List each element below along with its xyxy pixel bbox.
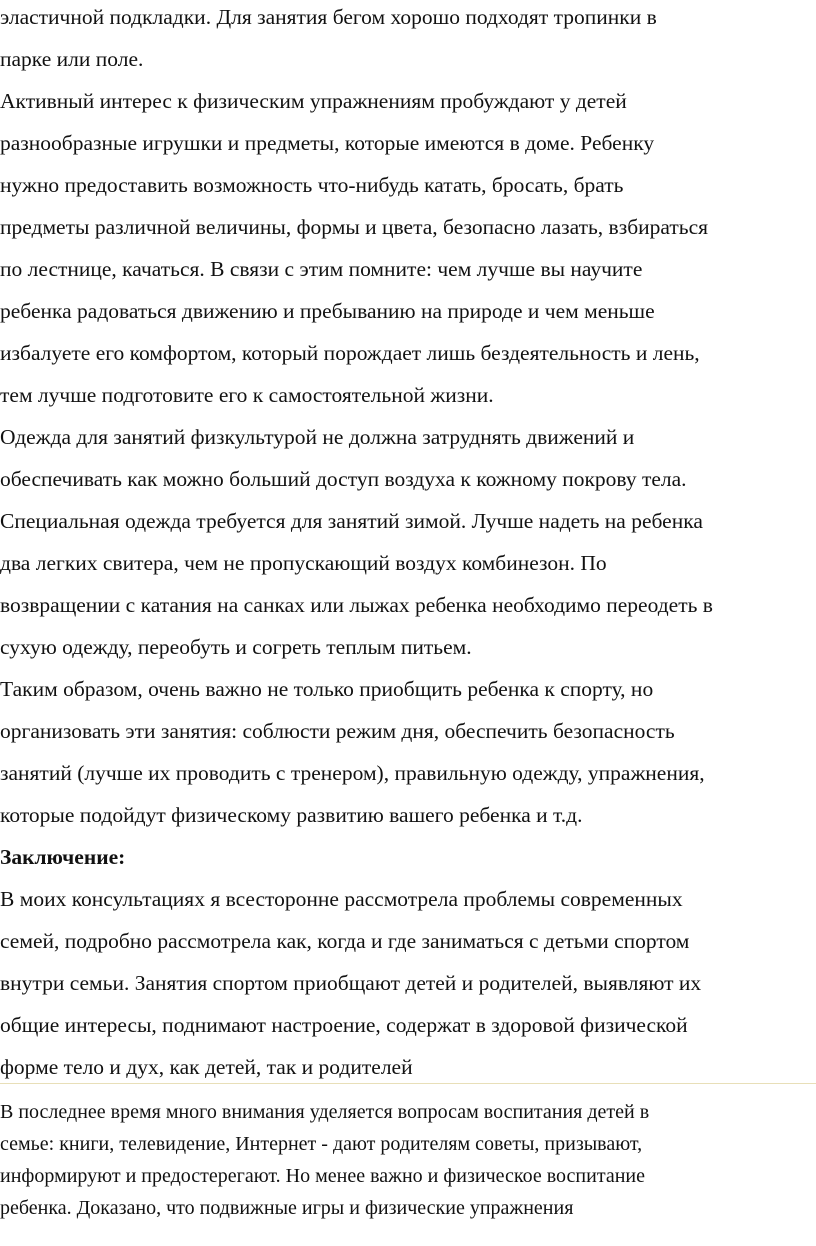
text-line: разнообразные игрушки и предметы, которые имеются в доме. Ребенку bbox=[0, 131, 655, 155]
text-line: тем лучше подготовите его к самостоятельной жизни. bbox=[0, 383, 494, 407]
text-line: предметы различной величины, формы и цвета, безопасно лазать, взбираться bbox=[0, 215, 709, 239]
text-line: занятий (лучше их проводить с тренером), правильную одежду, упражнения, bbox=[0, 761, 705, 785]
text-line: Активный интерес к физическим упражнениям пробуждают у детей bbox=[0, 89, 627, 113]
text-line: ребенка радоваться движению и пребыванию на природе и чем меньше bbox=[0, 299, 655, 323]
text-line: обеспечивать как можно больший доступ воздуха к кожному покрову тела. bbox=[0, 467, 687, 491]
text-line: два легких свитера, чем не пропускающий воздух комбинезон. По bbox=[0, 551, 607, 575]
text-line: ребенка. Доказано, что подвижные игры и физические упражнения bbox=[0, 1197, 574, 1219]
text-line: возвращении с катания на санках или лыжах ребенка необходимо переодеть в bbox=[0, 593, 713, 617]
text-line: сухую одежду, переобуть и согреть теплым питьем. bbox=[0, 635, 472, 659]
text-line: по лестнице, качаться. В связи с этим помните: чем лучше вы научите bbox=[0, 257, 643, 281]
text-line: нужно предоставить возможность что-нибудь катать, бросать, брать bbox=[0, 173, 624, 197]
text-line: парке или поле. bbox=[0, 47, 144, 71]
text-line: Таким образом, очень важно не только приобщить ребенка к спорту, но bbox=[0, 677, 654, 701]
text-line: семье: книги, телевидение, Интернет - дают родителям советы, призывают, bbox=[0, 1133, 643, 1155]
text-line: семей, подробно рассмотрела как, когда и где заниматься с детьми спортом bbox=[0, 929, 690, 953]
text-line: В последнее время много внимания уделяется вопросам воспитания детей в bbox=[0, 1101, 650, 1123]
text-line: которые подойдут физическому развитию вашего ребенка и т.д. bbox=[0, 803, 583, 827]
page-divider bbox=[0, 1083, 816, 1084]
text-line: Одежда для занятий физкультурой не должна затруднять движений и bbox=[0, 425, 635, 449]
text-line: внутри семьи. Занятия спортом приобщают детей и родителей, выявляют их bbox=[0, 971, 702, 995]
text-line: общие интересы, поднимают настроение, содержат в здоровой физической bbox=[0, 1013, 688, 1037]
text-line: избалуете его комфортом, который порождает лишь бездеятельность и лень, bbox=[0, 341, 700, 365]
text-line: Специальная одежда требуется для занятий зимой. Лучше надеть на ребенка bbox=[0, 509, 703, 533]
text-line: форме тело и дух, как детей, так и родителей bbox=[0, 1055, 413, 1079]
text-line: В моих консультациях я всесторонне рассмотрела проблемы современных bbox=[0, 887, 683, 911]
text-line: организовать эти занятия: соблюсти режим дня, обеспечить безопасность bbox=[0, 719, 675, 743]
text-line: информируют и предостерегают. Но менее важно и физическое воспитание bbox=[0, 1165, 645, 1187]
conclusion-heading: Заключение: bbox=[0, 845, 126, 869]
text-line: эластичной подкладки. Для занятия бегом хорошо подходят тропинки в bbox=[0, 5, 657, 29]
